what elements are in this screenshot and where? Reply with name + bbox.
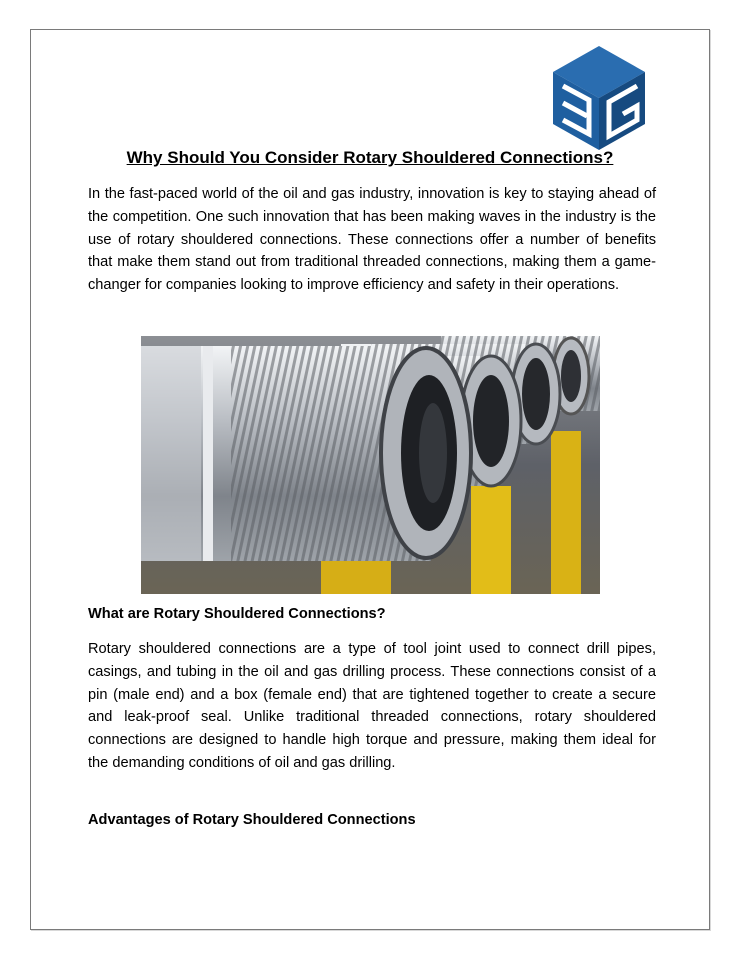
company-logo [551,44,647,152]
section-heading-advantages: Advantages of Rotary Shouldered Connections [88,812,416,828]
connections-photo [141,336,600,594]
intro-paragraph: In the fast-paced world of the oil and gas industry, innovation is key to staying ahead of the competition. One such innovation that has been making waves in the industry is the use of rotary shouldered connections. These connections offer a number of benefits that make them stand out from traditional threaded connections, making them a game-changer for companies looking to improve efficiency and safety in their operations. [88,186,656,294]
section-heading-what: What are Rotary Shouldered Connections? [88,606,386,622]
page-title: Why Should You Consider Rotary Shouldered Connections? [126,148,614,167]
section-body-what: Rotary shouldered connections are a type of tool joint used to connect drill pipes, casings, and tubing in the oil and gas drilling process. These connections consist of a pin (male end) and a box (female end) that are tightened together to create a secure and leak-proof seal. Unlike traditional threaded connections, rotary shouldered connections are designed to handle high torque and pressure, making them ideal for the demanding conditions of oil and gas drilling. [88,641,656,771]
